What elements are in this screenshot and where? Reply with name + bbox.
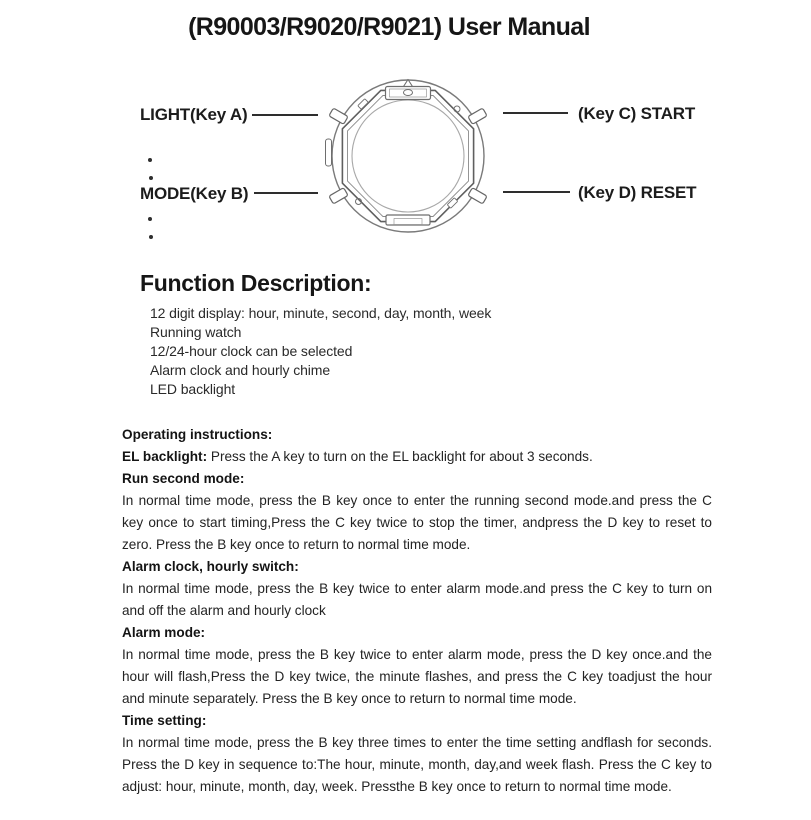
pointer-line-key-a xyxy=(252,114,318,116)
run-second-mode-heading: Run second mode: xyxy=(122,471,245,486)
watch-diagram xyxy=(323,71,493,241)
alarm-clock-switch-heading: Alarm clock, hourly switch: xyxy=(122,559,299,574)
run-second-mode-text: In normal time mode, press the B key once to enter the running second mode.and press the C key once to start timing,Press the C key twice to stop the timer, andpress the D key to reset to zero. Press the B key once to return to normal time mode. xyxy=(122,493,712,552)
time-setting-heading: Time setting: xyxy=(122,713,207,728)
feature-item-clock-format: 12/24-hour clock can be selected xyxy=(150,343,353,359)
watch-bottom-lug xyxy=(386,215,430,225)
watch-top-lug-hole xyxy=(404,90,413,96)
watch-dial xyxy=(352,100,464,212)
stray-dot-2 xyxy=(149,176,153,180)
watch-button-c xyxy=(468,108,487,124)
el-backlight-label: EL backlight: xyxy=(122,449,208,464)
label-key-b: MODE(Key B) xyxy=(140,184,249,203)
stray-dot-3 xyxy=(148,217,152,221)
function-description-heading: Function Description: xyxy=(140,270,372,296)
feature-item-led-backlight: LED backlight xyxy=(150,381,236,397)
alarm-clock-switch-text: In normal time mode, press the B key twice to enter alarm mode.and press the C key to turn on and off the alarm and hourly clock xyxy=(122,581,712,618)
feature-list xyxy=(150,304,491,399)
stray-dot-1 xyxy=(148,158,152,162)
watch-bezel-inner-octagon xyxy=(348,96,469,217)
feature-item-alarm-chime: Alarm clock and hourly chime xyxy=(150,362,331,378)
pointer-line-key-c xyxy=(503,112,568,114)
watch-outer-ring xyxy=(332,80,484,232)
el-backlight-text: Press the A key to turn on the EL backlight for about 3 seconds. xyxy=(210,449,593,464)
label-key-c: (Key C) START xyxy=(578,104,696,123)
label-key-a: LIGHT(Key A) xyxy=(140,105,248,124)
el-backlight-line xyxy=(122,446,712,468)
alarm-mode-heading: Alarm mode: xyxy=(122,625,206,640)
watch-bezel-mark-lower-right xyxy=(447,198,458,209)
label-key-d: (Key D) RESET xyxy=(578,183,697,202)
watch-button-b xyxy=(329,188,348,204)
operating-instructions xyxy=(122,424,712,798)
watch-bezel-mark-upper-left xyxy=(358,99,369,110)
alarm-mode-text: In normal time mode, press the B key twice to enter alarm mode, press the D key once.and the hour will flash,Press the D key twice, the minute flashes, and press the C key toadjust the hour and minute separately. Press the B key once to return to normal time mode. xyxy=(122,647,712,706)
pointer-line-key-d xyxy=(503,191,570,193)
time-setting-text: In normal time mode, press the B key three times to enter the time setting andflash for seconds. Press the D key in sequence to:The hour, minute, month, day,and week flash. Press the C key to adjust: hour, minute, month, day, week. Pressthe B key once to return to normal time mode. xyxy=(122,735,712,794)
feature-item-running-watch: Running watch xyxy=(150,324,242,340)
watch-button-d xyxy=(468,188,487,204)
stray-dot-4 xyxy=(149,235,153,239)
watch-left-guard xyxy=(326,139,332,166)
pointer-line-key-b xyxy=(254,192,318,194)
feature-item-digit-display: 12 digit display: hour, minute, second, day, month, week xyxy=(150,305,492,321)
page-title: (R90003/R9020/R9021) User Manual xyxy=(188,13,590,41)
operating-instructions-heading: Operating instructions: xyxy=(122,427,273,442)
watch-button-a xyxy=(329,108,348,124)
